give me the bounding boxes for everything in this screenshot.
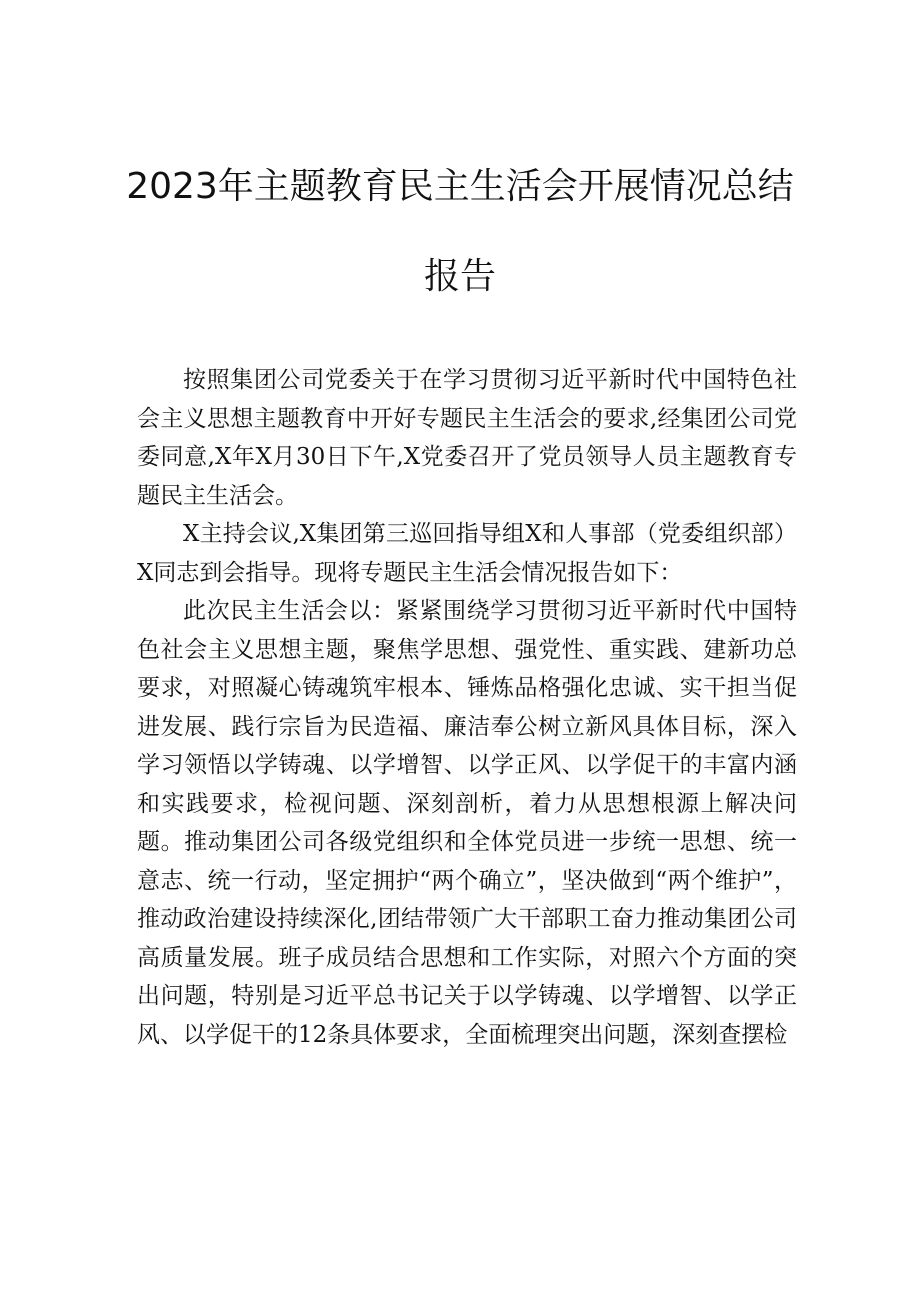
paragraph-summary: 此次民主生活会以：紧紧围绕学习贯彻习近平新时代中国特色社会主义思想主题，聚焦学思想、强党性、重实践、建新功总要求，对照凝心铸魂筑牢根本、锤炼品格强化忠诚、实干担当促进发展、践行宗旨为民造福、廉洁奉公树立新风具体目标，深入学习领悟以学铸魂、以学增智、以学正风、以学促干的丰富内涵和实践要求，检视问题、深刻剖析，着力从思想根源上解决问题。推动集团公司各级党组织和全体党员进一步统一思想、统一意志、统一行动，坚定拥护“两个确立”，坚决做到“两个维护”，推动政治建设持续深化,团结带领广大干部职工奋力推动集团公司高质量发展。班子成员结合思想和工作实际，对照六个方面的突出问题，特别是习近平总书记关于以学铸魂、以学增智、以学正风、以学促干的12条具体要求，全面梳理突出问题，深刻查摆检 (137, 598, 797, 1048)
document-body (137, 361, 797, 1054)
paragraph-host: X主持会议,X集团第三巡回指导组X和人事部（党委组织部）X同志到会指导。现将专题民主生活会情况报告如下： (137, 521, 797, 586)
document-title-line-1: 2023年主题教育民主生活会开展情况总结 (126, 166, 794, 207)
document-title-line-2: 报告 (423, 256, 496, 297)
paragraph-intro: 按照集团公司党委关于在学习贯彻习近平新时代中国特色社会主义思想主题教育中开好专题民主生活会的要求,经集团公司党委同意,X年X月30日下午,X党委召开了党员领导人员主题教育专题民主生活会。 (137, 367, 797, 509)
